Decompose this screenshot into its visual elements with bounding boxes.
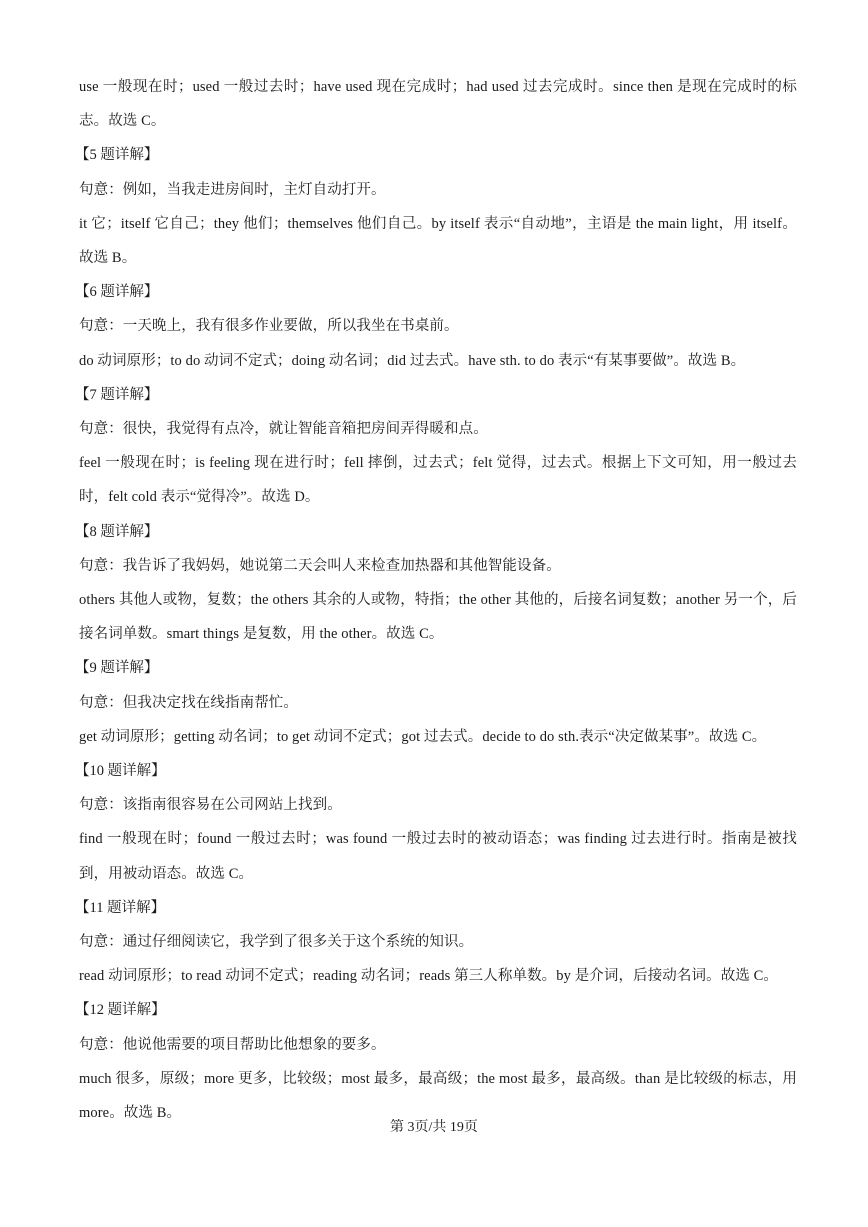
question-explanation: feel 一般现在时；is feeling 现在进行时；fell 摔倒，过去式；felt 觉得，过去式。根据上下文可知，用一般过去时，felt cold 表示“觉得冷”。故选 D。 [79,455,797,506]
question-explanation: others 其他人或物，复数；the others 其余的人或物，特指；the other 其他的，后接名词复数；another 另一个，后接名词单数。smart things 是复数，用 the other。故选 C。 [79,592,797,643]
question-meaning: 句意：他说他需要的项目帮助比他想象的要多。 [79,1036,386,1053]
question-block-10 [75,754,797,891]
question-explanation: read 动词原形；to read 动词不定式；reading 动名词；reads 第三人称单数。by 是介词，后接动名词。故选 C。 [79,968,778,985]
question-heading: 【8 题详解】 [75,523,159,540]
question-block-7 [75,378,797,515]
question-explanation: it 它；itself 它自己；they 他们；themselves 他们自己。by itself 表示“自动地”，主语是 the main light，用 itself。故选 B。 [79,215,797,266]
question-heading: 【11 题详解】 [75,899,166,916]
question-meaning: 句意：该指南很容易在公司网站上找到。 [79,797,342,814]
page-footer: 第 3页/共 19页 [390,1120,478,1135]
question-meaning: 句意：很快，我觉得有点冷，就让智能音箱把房间弄得暖和点。 [79,421,488,437]
question-block-8 [75,515,797,652]
question-heading: 【5 题详解】 [75,147,159,164]
question-meaning: 句意：但我决定找在线指南帮忙。 [79,694,298,711]
question-heading: 【9 题详解】 [75,660,159,677]
question-meaning: 句意：通过仔细阅读它，我学到了很多关于这个系统的知识。 [79,934,474,950]
question-explanation: much 很多，原级；more 更多，比较级；most 最多，最高级；the most 最多，最高级。than 是比较级的标志，用 more。故选 B。 [79,1070,797,1122]
question-meaning: 句意：我告诉了我妈妈，她说第二天会叫人来检查加热器和其他智能设备。 [79,557,561,574]
question-block-11 [75,891,797,994]
question-block-9 [75,651,797,754]
question-explanation: do 动词原形；to do 动词不定式；doing 动名词；did 过去式。have sth. to do 表示“有某事要做”。故选 B。 [79,352,746,369]
question-heading: 【7 题详解】 [75,386,159,403]
question-block-6 [75,275,797,378]
question-heading: 【6 题详解】 [75,284,159,301]
question-heading: 【10 题详解】 [75,763,166,779]
continuation-explanation: use 一般现在时；used 一般过去时；have used 现在完成时；had used 过去完成时。since then 是现在完成时的标志。故选 C。 [79,79,797,130]
question-meaning: 句意：一天晚上，我有很多作业要做，所以我坐在书桌前。 [79,318,459,335]
document-body [75,70,797,1130]
question-heading: 【12 题详解】 [75,1002,166,1019]
question-explanation: get 动词原形；getting 动名词；to get 动词不定式；got 过去式。decide to do sth.表示“决定做某事”。故选 C。 [79,728,767,745]
question-meaning: 句意：例如，当我走进房间时，主灯自动打开。 [79,181,386,198]
question-block-5 [75,138,797,275]
question-block-12 [75,993,797,1130]
question-explanation: find 一般现在时；found 一般过去时；was found 一般过去时的被动语态；was finding 过去进行时。指南是被找到，用被动语态。故选 C。 [79,831,797,882]
